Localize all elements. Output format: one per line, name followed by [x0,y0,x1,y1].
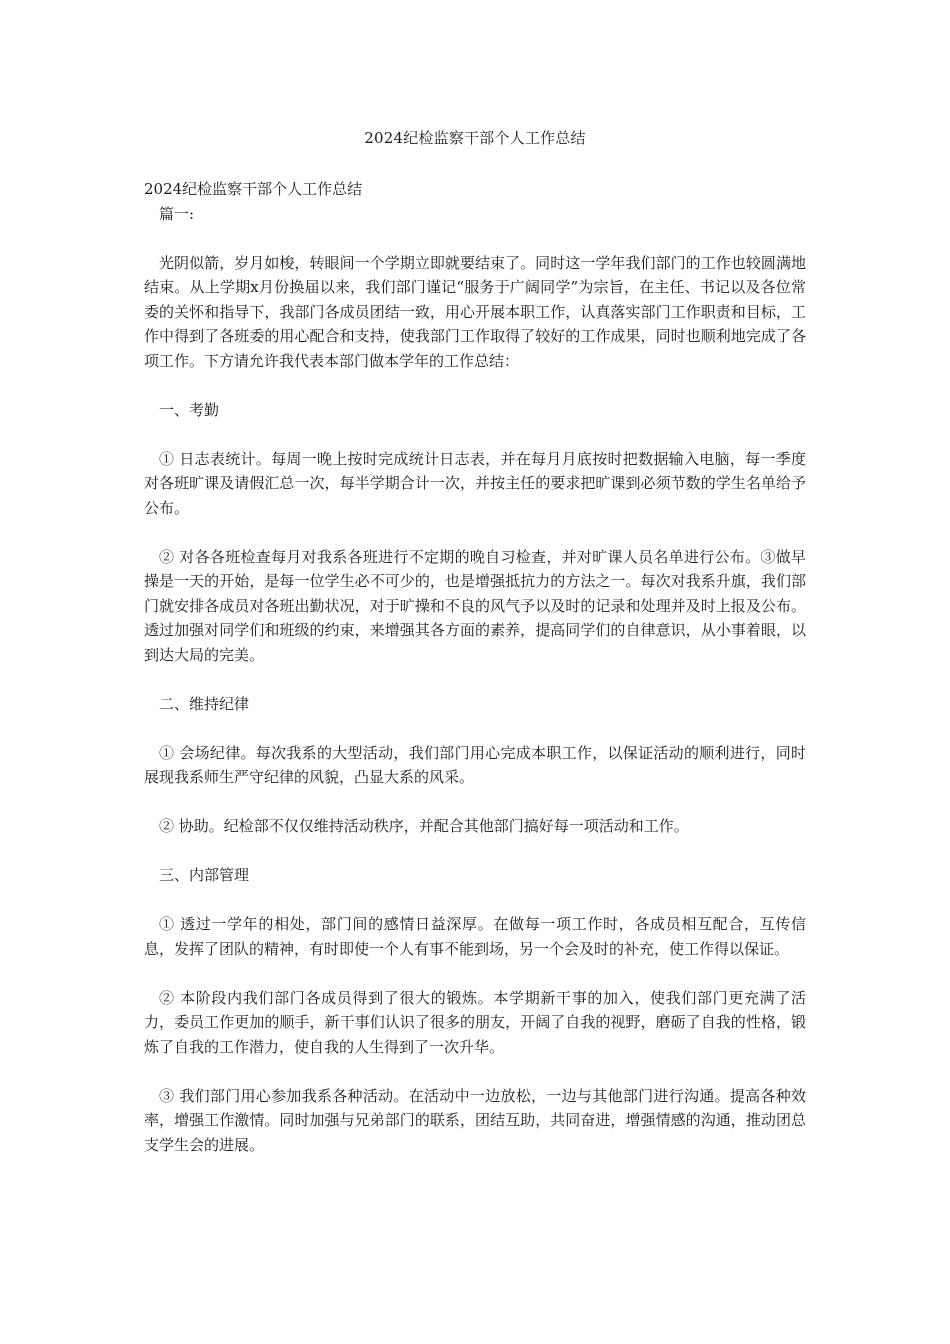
document-title: 2024纪检监察干部个人工作总结 [364,129,586,147]
section-heading-discipline: 二、维持纪律 [159,694,250,713]
list-item: ① 会场纪律。每次我系的大型活动，我们部门用心完成本职工作，以保证活动的顺利进行，同时展现我系师生严守纪律的风貌，凸显大系的风采。 [144,743,806,786]
list-item: ② 本阶段内我们部门各成员得到了很大的锻炼。本学期新干事的加入，使我们部门更充满了活力，委员工作更加的顺手，新干事们认识了很多的朋友，开阔了自我的视野，磨砺了自我的性格，锻炼了自我的工作潜力，使自我的人生得到了一次升华。 [144,988,806,1056]
list-item: ① 日志表统计。每周一晚上按时完成统计日志表，并在每月月底按时把数据输入电脑，每一季度对各班旷课及请假汇总一次，每半学期合计一次，并按主任的要求把旷课到必须节数的学生名单给予公布。 [144,449,806,517]
document-subtitle: 2024纪检监察干部个人工作总结 [144,180,363,198]
document-body [144,177,806,1157]
list-item: ① 透过一学年的相处，部门间的感情日益深厚。在做每一项工作时，各成员相互配合，互传信息，发挥了团队的精神，有时即使一个人有事不能到场，另一个会及时的补充，使工作得以保证。 [144,915,806,958]
part-label: 篇一: [159,204,195,223]
section-heading-internal-management: 三、内部管理 [159,866,250,884]
list-item: ③ 我们部门用心参加我系各种活动。在活动中一边放松，一边与其他部门进行沟通。提高各种效率，增强工作激情。同时加强与兄弟部门的联系，团结互助，共同奋进，增强情感的沟通，推动团总支学生会的进展。 [144,1086,806,1154]
section-heading-attendance: 一、考勤 [159,400,220,419]
intro-paragraph: 光阴似箭，岁月如梭，转眼间一个学期立即就要结束了。同时这一学年我们部门的工作也较圆满地结束。从上学期x月份换届以来，我们部门谨记“服务于广阔同学”为宗旨，在主任、书记以及各位常委的关怀和指导下，我部门各成员团结一致，用心开展本职工作，认真落实部门工作职责和目标，工作中得到了各班委的用心配合和支持，使我部门工作取得了较好的工作成果，同时也顺利地完成了各项工作。下方请允许我代表本部门做本学年的工作总结： [144,253,806,370]
list-item: ② 协助。纪检部不仅仅维持活动秩序，并配合其他部门搞好每一项活动和工作。 [159,817,689,835]
list-item: ② 对各各班检查每月对我系各班进行不定期的晚自习检查，并对旷课人员名单进行公布。③做早操是一天的开始，是每一位学生必不可少的，也是增强抵抗力的方法之一。每次对我系升旗，我们部门就安排各成员对各班出勤状况，对于旷操和不良的风气予以及时的记录和处理并及时上报及公布。透过加强对同学们和班级的约束，来增强其各方面的素养，提高同学们的自律意识，从小事着眼，以到达大局的完美。 [144,547,806,664]
